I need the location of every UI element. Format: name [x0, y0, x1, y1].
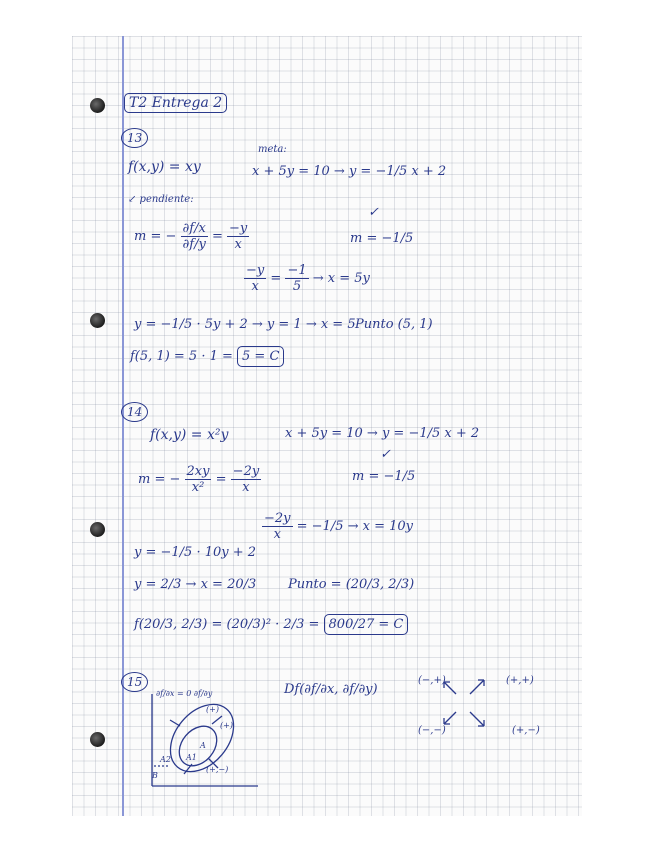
arrow-up-right [470, 680, 484, 694]
p14-slope-equation: $\frac{-2y}{x}$ = −1/5 → x = 10y [264, 511, 414, 542]
p14-result-box: 800/27 = C [324, 614, 409, 635]
sketch-gradient-note: ∂f/∂x = 0 ∂f/∂y [156, 689, 213, 698]
p13-meta-label: meta: [258, 144, 287, 155]
p13-function: f(x,y) = xy [128, 159, 201, 175]
page-title: T2 Entrega 2 [124, 93, 227, 113]
binder-hole [90, 98, 105, 113]
p13-meta-equation: x + 5y = 10 → y = −1/5 x + 2 [252, 164, 447, 179]
binder-hole [90, 313, 105, 328]
sketch-label-a1: A1 [186, 753, 197, 762]
quadrant-label-top-left: (−,+) [418, 675, 446, 686]
sketch-label-a2: A2 [160, 755, 171, 764]
p14-function-value: f(20/3, 2/3) = (20/3)² · 2/3 = 800/27 = C [134, 618, 408, 631]
p14-slope-expression: m = − $\frac{2xy}{\text{x²}}$ = $\frac{-2y}{x}$ [138, 464, 260, 495]
arrow-down-right [470, 712, 484, 726]
quadrant-label-top-right: (+,+) [506, 675, 534, 686]
problem-15-number: 15 [121, 672, 148, 692]
margin-line [122, 36, 124, 816]
quadrant-label-bottom-right: (+,−) [512, 725, 540, 736]
p14-substitution: y = −1/5 · 10y + 2 [134, 545, 257, 560]
sketch-plus-label-2: (+) [220, 721, 233, 730]
p13-point: Punto (5, 1) [355, 317, 433, 332]
problem-13-number: 13 [121, 128, 148, 148]
problem-14-number: 14 [121, 402, 148, 422]
binder-hole [90, 732, 105, 747]
p13-pendiente-label: ↙ pendiente: [128, 194, 194, 205]
quadrant-label-bottom-left: (−,−) [418, 725, 446, 736]
outer-ellipse [156, 689, 247, 784]
sketch-label-a: A [200, 741, 206, 750]
p14-y-result: y = 2/3 → x = 20/3 [134, 577, 257, 592]
p14-point: Punto = (20/3, 2/3) [288, 577, 415, 592]
sketch-label-b: B [152, 771, 158, 780]
p14-function: f(x,y) = x²y [150, 427, 229, 443]
p13-result-box: 5 = C [237, 346, 284, 367]
binder-hole [90, 522, 105, 537]
p13-function-value: f(5, 1) = 5 · 1 = 5 = C [130, 350, 284, 363]
arrow-down-left [444, 712, 456, 724]
p13-substitution: y = −1/5 · 5y + 2 → y = 1 → x = 5 [134, 317, 356, 332]
p15-gradient: Df(∂f/∂x, ∂f/∂y) [284, 682, 378, 697]
sketch-plus-label: (+) [206, 705, 219, 714]
p14-check-mark: ✓ [380, 447, 391, 462]
sketch-bottom-label: (+,−) [206, 765, 229, 774]
p13-target-slope: m = −1/5 [350, 231, 414, 246]
p13-slope-expression: m = − $\frac{\partial f/x}{\partial f/y}$ = $\frac{-y}{x}$ [134, 221, 248, 252]
p13-check-mark: ✓ [368, 205, 379, 220]
p14-target-slope: m = −1/5 [352, 469, 416, 484]
p14-meta-equation: x + 5y = 10 → y = −1/5 x + 2 [285, 426, 480, 441]
gradient-arrow [170, 720, 180, 726]
p13-slope-equation: $\frac{-y}{x}$ = $\frac{-1}{5}$ → x = 5y [246, 263, 370, 294]
